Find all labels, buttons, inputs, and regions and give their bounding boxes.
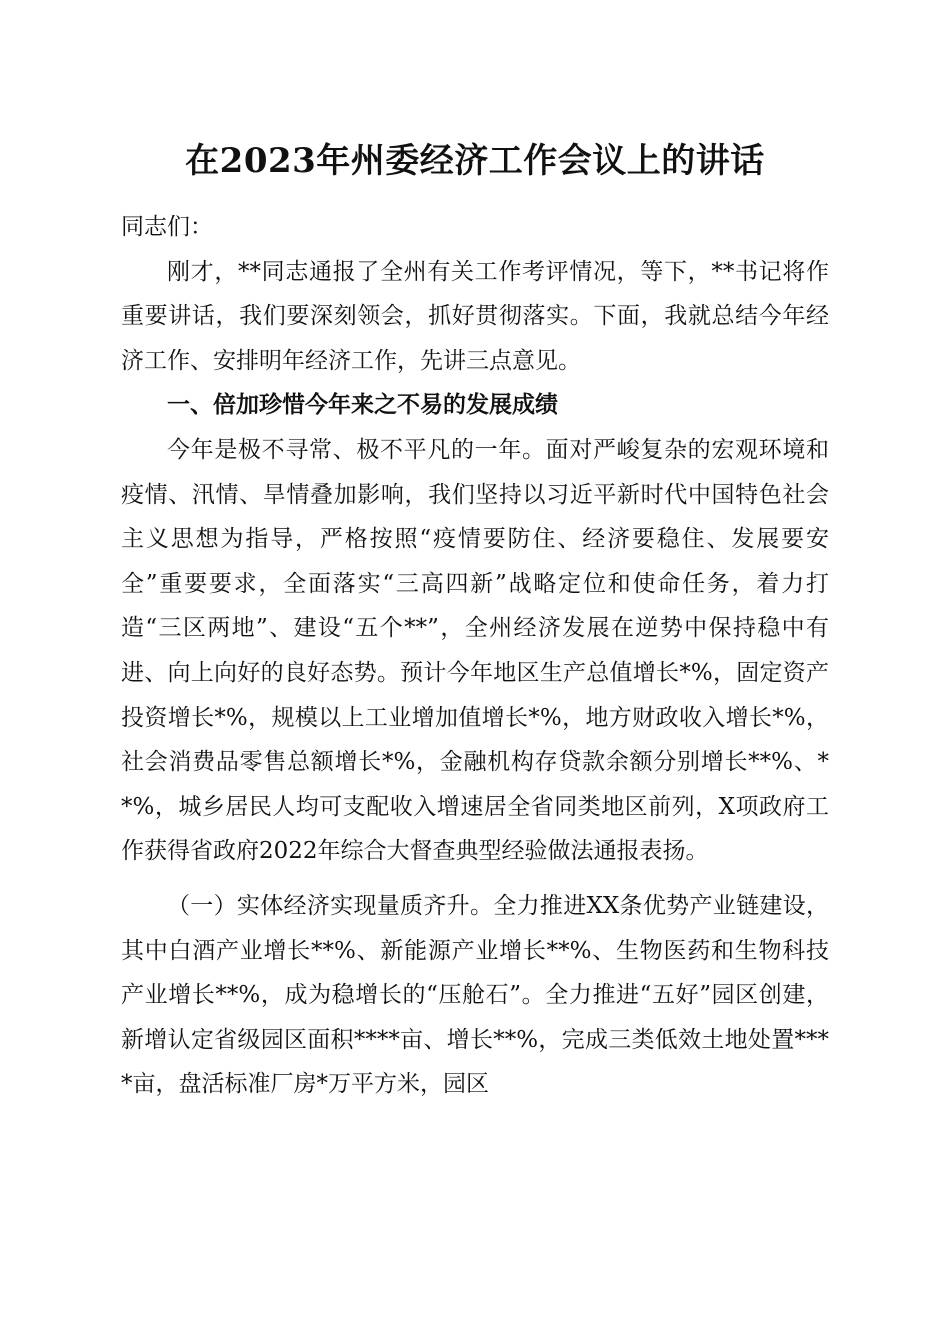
paragraph-achievements: 今年是极不寻常、极不平凡的一年。面对严峻复杂的宏观环境和疫情、汛情、旱情叠加影响，我们坚持以习近平新时代中国特色社会主义思想为指导，严格按照“疫情要防住、经济要稳住、发展要安全”重要要求，全面落实“三高四新”战略定位和使命任务，着力打造“三区两地”、建设“五个**”，全州经济发展在逆势中保持稳中有进、向上向好的良好态势。预计今年地区生产总值增长*%，固定资产投资增长*%，规模以上工业增加值增长*%，地方财政收入增长*%，社会消费品零售总额增长*%，金融机构存贷款余额分别增长**%、**%，城乡居民人均可支配收入增速居全省同类地区前列，X项政府工作获得省政府2022年综合大督查典型经验做法通报表扬。 bbox=[121, 436, 829, 865]
paragraph-subsection-1: （一）实体经济实现量质齐升。全力推进XX条优势产业链建设，其中白酒产业增长**%、新能源产业增长**%、生物医药和生物科技产业增长**%，成为稳增长的“压舱石”。全力推进“五好”园区创建，新增认定省级园区面积****亩、增长**%，完成三类低效土地处置****亩，盘活标准厂房*万平方米，园区 bbox=[121, 892, 829, 1098]
section-heading: 一、倍加珍惜今年来之不易的发展成绩 bbox=[167, 392, 558, 419]
salutation: 同志们： bbox=[121, 214, 213, 240]
paragraph-intro: 刚才，**同志通报了全州有关工作考评情况，等下，**书记将作重要讲话，我们要深刻领会，抓好贯彻落实。下面，我就总结今年经济工作、安排明年经济工作，先讲三点意见。 bbox=[121, 258, 829, 374]
document-title: 在2023年州委经济工作会议上的讲话 bbox=[185, 141, 765, 181]
document-body bbox=[121, 205, 829, 1107]
